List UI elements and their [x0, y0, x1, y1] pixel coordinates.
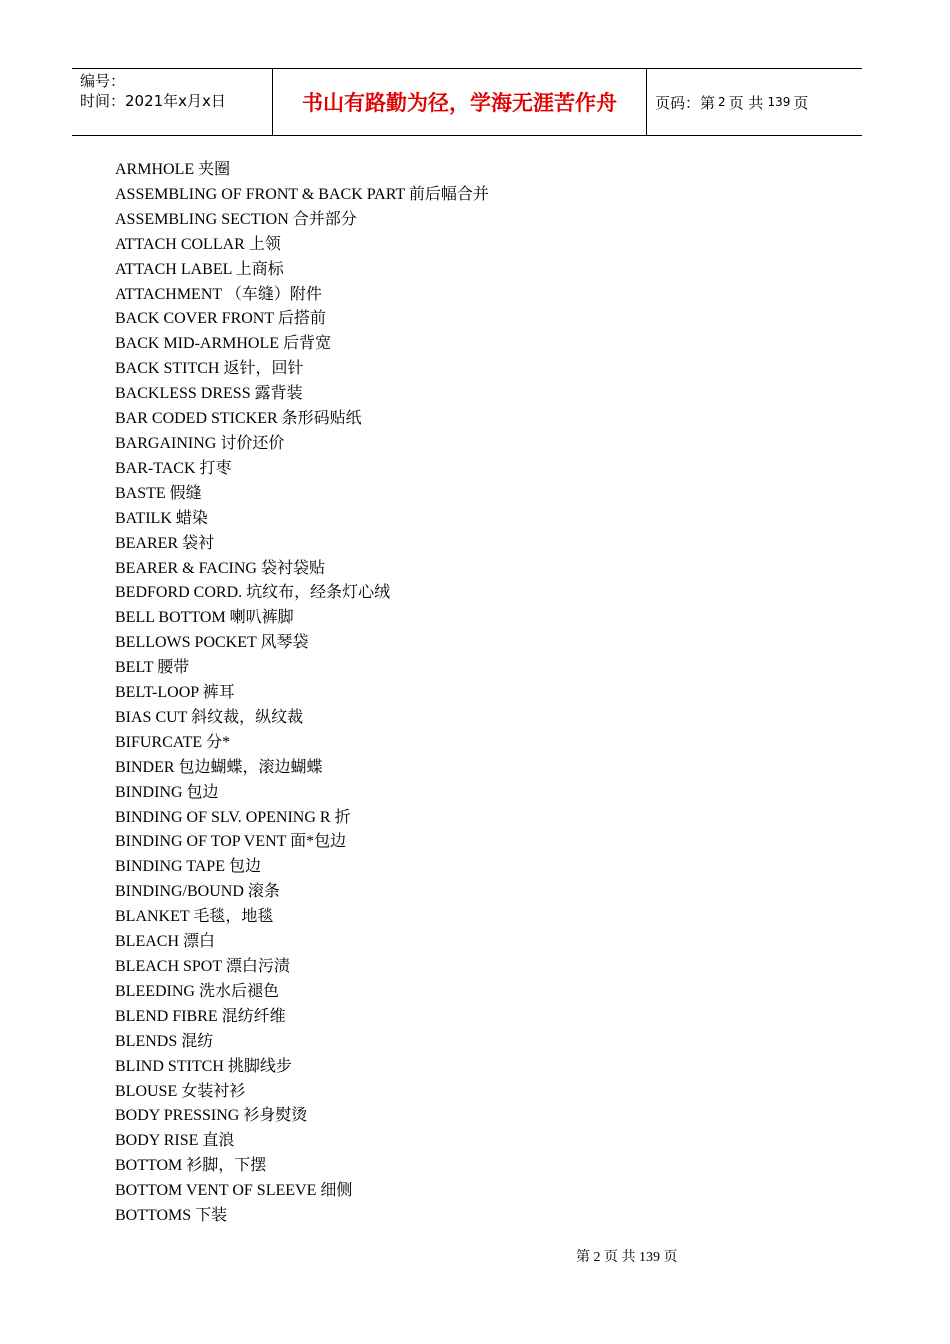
- glossary-entry: BLEND FIBRE 混纺纤维: [115, 1007, 286, 1025]
- page-header: [72, 68, 862, 136]
- glossary-entry: BELL BOTTOM 喇叭裤脚: [115, 609, 294, 627]
- glossary-entry: BLOUSE 女装衬衫: [115, 1082, 246, 1100]
- glossary-entry: BARGAINING 讨价还价: [115, 434, 285, 452]
- time-label: 时间：2021年x月x日: [80, 92, 226, 110]
- glossary-entry: BOTTOMS 下装: [115, 1207, 228, 1225]
- glossary-entry: BACK STITCH 返针，回针: [115, 360, 304, 378]
- glossary-entry: BLIND STITCH 挑脚线步: [115, 1057, 292, 1075]
- glossary-entry: BELT 腰带: [115, 659, 190, 677]
- glossary-entry: BLEACH SPOT 漂白污渍: [115, 958, 290, 975]
- glossary-entry: BIAS CUT 斜纹裁，纵纹裁: [115, 708, 304, 726]
- number-label: 编号：: [80, 72, 126, 90]
- glossary-entry: BINDING OF SLV. OPENING R 折: [115, 808, 351, 826]
- glossary-entry: BLENDS 混纺: [115, 1032, 214, 1050]
- glossary-entry: BAR-TACK 打枣: [115, 459, 232, 477]
- glossary-entry: BLANKET 毛毯，地毯: [115, 908, 274, 926]
- glossary-entry: ARMHOLE 夹圈: [115, 161, 231, 178]
- glossary-entry: BAR CODED STICKER 条形码贴纸: [115, 410, 362, 428]
- glossary-entry: BACK MID-ARMHOLE 后背宽: [115, 335, 332, 353]
- page-prefix: 页码：第: [655, 93, 716, 112]
- glossary-entry: BLEACH 漂白: [115, 933, 216, 951]
- glossary-entry: ASSEMBLING SECTION 合并部分: [115, 210, 357, 228]
- glossary-entry: BINDING/BOUND 滚条: [115, 883, 280, 901]
- page-number: 2: [718, 95, 726, 109]
- glossary-entry: BODY PRESSING 衫身熨烫: [115, 1107, 308, 1125]
- glossary-list: [115, 158, 489, 1229]
- glossary-entry: BASTE 假缝: [115, 484, 202, 502]
- glossary-entry: BLEEDING 洗水后褪色: [115, 982, 279, 1000]
- glossary-entry: BODY RISE 直浪: [115, 1132, 235, 1150]
- glossary-entry: BOTTOM VENT OF SLEEVE 细侧: [115, 1182, 353, 1200]
- page-mid: 页 共: [728, 93, 764, 112]
- glossary-entry: BINDER 包边蝴蝶，滚边蝴蝶: [115, 758, 323, 776]
- glossary-entry: BATILK 蜡染: [115, 509, 208, 527]
- glossary-entry: ATTACHMENT （车缝）附件: [115, 285, 322, 303]
- glossary-entry: BEARER & FACING 袋衬袋贴: [115, 559, 325, 577]
- glossary-entry: ATTACH LABEL 上商标: [115, 260, 284, 278]
- header-meta: [72, 69, 273, 135]
- page-suffix: 页: [793, 93, 809, 112]
- glossary-entry: BELT-LOOP 裤耳: [115, 684, 235, 702]
- glossary-entry: BINDING TAPE 包边: [115, 858, 261, 876]
- page-total: 139: [767, 95, 791, 109]
- glossary-entry: BELLOWS POCKET 风琴袋: [115, 634, 309, 652]
- header-page-info: [647, 69, 862, 135]
- glossary-entry: BINDING OF TOP VENT 面*包边: [115, 833, 347, 851]
- glossary-entry: BEARER 袋衬: [115, 534, 215, 552]
- page-footer: 第 2 页 共 139 页: [576, 1250, 678, 1265]
- glossary-entry: BEDFORD CORD. 坑纹布，经条灯心绒: [115, 584, 391, 602]
- glossary-entry: BOTTOM 衫脚，下摆: [115, 1157, 267, 1175]
- glossary-entry: BINDING 包边: [115, 783, 219, 801]
- glossary-entry: BIFURCATE 分*: [115, 733, 231, 751]
- header-motto: 书山有路勤为径，学海无涯苦作舟: [273, 69, 647, 135]
- glossary-entry: BACKLESS DRESS 露背装: [115, 385, 303, 403]
- glossary-entry: BACK COVER FRONT 后搭前: [115, 310, 326, 328]
- glossary-entry: ATTACH COLLAR 上领: [115, 235, 281, 253]
- glossary-entry: ASSEMBLING OF FRONT & BACK PART 前后幅合并: [115, 185, 489, 203]
